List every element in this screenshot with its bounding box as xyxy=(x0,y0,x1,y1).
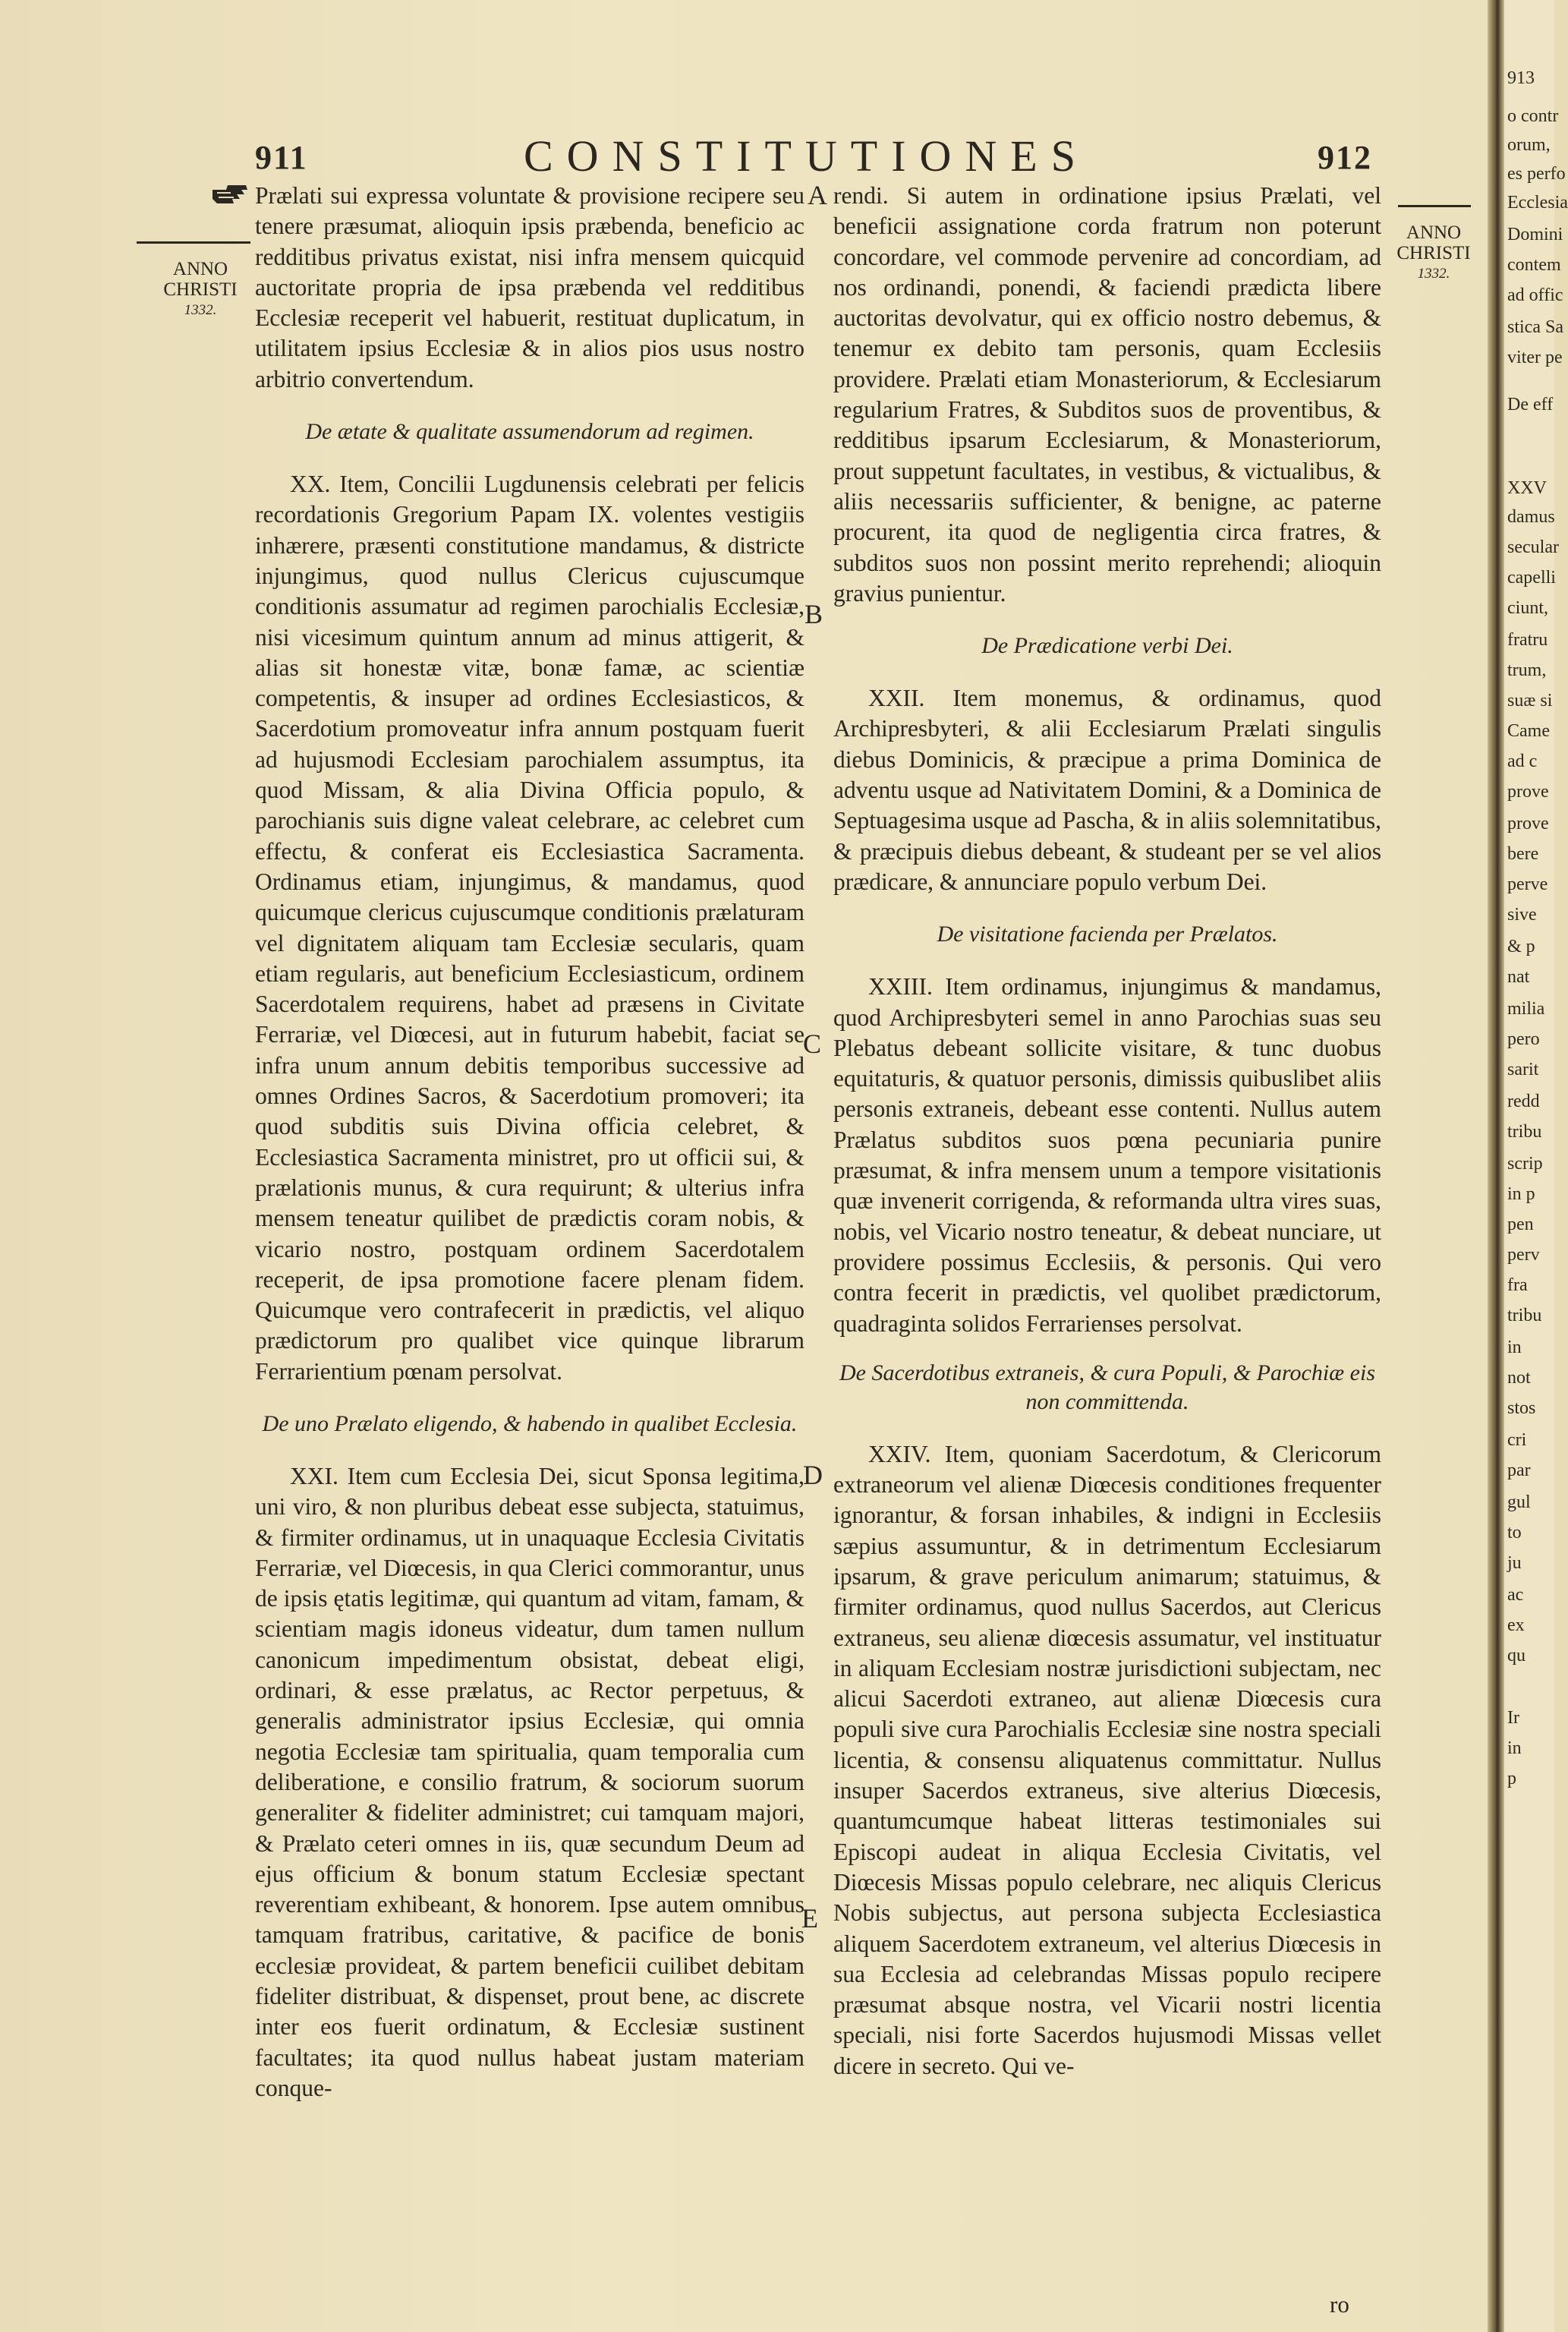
next-page-fragment: & p xyxy=(1507,937,1535,956)
margin-anno: ANNO xyxy=(1406,222,1462,243)
next-page-fragment: trum, xyxy=(1507,660,1547,680)
next-page-fragment: orum, xyxy=(1507,135,1551,155)
next-page-fragment: not xyxy=(1507,1368,1531,1388)
next-page-fragment: perv xyxy=(1507,1245,1540,1265)
margin-year: 1332. xyxy=(184,302,217,318)
next-page-fragment: scrip xyxy=(1507,1154,1543,1174)
section-letter-b: B xyxy=(804,599,823,629)
catchword: ro xyxy=(1330,2291,1349,2318)
margin-christi: CHRISTI xyxy=(1396,243,1471,263)
page-header xyxy=(0,131,1488,184)
section-heading: De Sacerdotibus extraneis, & cura Populi, & Parochiæ eis non committenda. xyxy=(839,1360,1375,1414)
next-page-fragment: Domini xyxy=(1507,225,1563,244)
section-letter-d: D xyxy=(803,1460,823,1490)
margin-rule xyxy=(1398,205,1471,207)
next-page-fragment: pen xyxy=(1507,1215,1534,1234)
page-number-right: 912 xyxy=(1318,139,1372,176)
next-page-fragment: es perfo xyxy=(1507,164,1566,184)
next-page-fragment: Came xyxy=(1507,721,1550,741)
next-page-fragment: pero xyxy=(1507,1029,1540,1049)
pointing-hand-icon xyxy=(211,182,249,208)
next-page-fragment: De eff xyxy=(1507,395,1554,414)
next-page-fragment: milia xyxy=(1507,999,1545,1019)
section-letter-c: C xyxy=(803,1029,822,1059)
right-column xyxy=(833,181,1381,2081)
next-page-edge xyxy=(1504,0,1568,2332)
next-page-fragment: fratru xyxy=(1507,630,1548,650)
page-number-left: 911 xyxy=(255,139,308,176)
next-page-fragment: par xyxy=(1507,1461,1531,1480)
next-page-fragment: o contr xyxy=(1507,106,1559,126)
next-page-fragment: Ir xyxy=(1507,1708,1519,1728)
next-page-fragment: nat xyxy=(1507,967,1530,987)
left-column xyxy=(255,181,804,2104)
paragraph: XXI. Item cum Ecclesia Dei, sicut Sponsa legitima, uni viro, & non pluribus debeat esse subjecta, statuimus, & firmiter ordinamus, ut in unaquaque Ecclesia Civitatis Ferrariæ, vel Diœcesis, in qua Clerici commorantur, unus de ipsis ętatis legitimæ, qui quantum ad vitam, famam, & scientiam magis idoneus videatur, dum tamen nullum canonicum impedimentum obsistat, debeat eligi, ordinari, & esse prælatus, ac Rector perpetuus, & generalis administrator ipsius Ecclesiæ, qui omnia negotia Ecclesiæ tam spiritualia, quam temporalia cum deliberatione, e consilio fratrum, & sociorum suorum generaliter & fideliter administret; cui tamquam majori, & Prælato ceteri omnes in iis, quæ secundum Deum ad ejus officium & bonum statum Ecclesiæ spectant reverentiam exhibeant, & honorem. Ipse autem omnibus tamquam fratribus, caritative, & pacifice de bonis ecclesiæ provideat, & partem beneficii cuilibet debitam fideliter distribuat, & dispenset, prout bene, ac discrete inter eos fuerit ordinatum, & Ecclesiæ sustinent facultates; ita quod nullus habeat justam materiam conque- xyxy=(255,1462,804,2101)
next-page-fragment: perve xyxy=(1507,874,1548,894)
section-letter-e: E xyxy=(801,1903,818,1933)
next-page-fragment: stos xyxy=(1507,1398,1536,1418)
next-page-fragment: p xyxy=(1507,1769,1516,1788)
next-page-fragment: in p xyxy=(1507,1184,1535,1204)
next-page-fragment: redd xyxy=(1507,1092,1540,1111)
paragraph: rendi. Si autem in ordinatione ipsius Prælati, vel beneficii assignatione corda fratrum non poterunt concordare, vel commode pervenire ad concordiam, ad nos ordinandi, ponendi, & faciendi prædicta libere auctoritas devolvatur, qui ex officio nostro debemus, & tenemur ex debito tam personis, quam Ecclesiis providere. Prælati etiam Monasteriorum, & Ecclesiarum regularium Fratres, & Subditos suos de proventibus, & redditibus ipsarum Ecclesiarum, & Monasteriorum, prout suppetunt facultates, in vestibus, & victualibus, & aliis necessariis sufficienter, & benigne, ac paterne procurent, ita quod de negligentia circa fratres, & subditos suos non possint merito reprehendi; alioquin gravius punientur. xyxy=(833,182,1381,607)
margin-note-right xyxy=(1392,205,1475,284)
next-page-fragment: qu xyxy=(1507,1646,1525,1665)
next-page-fragment: 913 xyxy=(1507,68,1535,88)
next-page-fragment: prove xyxy=(1507,814,1549,834)
paragraph: Prælati sui expressa voluntate & provisione recipere seu tenere præsumat, alioquin ipsis præbenda, beneficio ac redditibus privatus existat, nisi infra mensem quicquid auctoritate propria de ipsa præbenda vel redditibus Ecclesiæ receperit vel habuerit, restituat duplicatum, in utilitatem ipsius Ecclesiæ & in alios pios usus nostro arbitrio convertendum. xyxy=(255,182,804,392)
section-heading: De Prædicatione verbi Dei. xyxy=(981,633,1233,659)
section-heading: De ætate & qualitate assumendorum ad regimen. xyxy=(305,419,754,445)
next-page-fragment: cri xyxy=(1507,1430,1527,1450)
margin-rule xyxy=(137,241,250,244)
paragraph: XXIII. Item ordinamus, injungimus & mandamus, quod Archipresbyteri semel in anno Parochias suas seu Plebatus debeant sollicite visitare, & tunc duobus equitaturis, & quatuor personis, dimissis quibuslibet aliis personis extraneis, debeant esse contenti. Nullus autem Prælatus subditos suos pœna pecuniaria punire præsumat, & infra mensem unum a tempore visitationis quæ invenerit corrigenda, & reformanda ultra vires suas, nobis, vel Vicario nostro teneatur, & debeat nunciare, ut providere possimus Ecclesiis, & personis. Qui vero contra fecerit in prædictis, vel quolibet prædictorum, quadraginta solidos Ferrarienses persolvat. xyxy=(833,973,1381,1337)
next-page-fragment: sarit xyxy=(1507,1060,1539,1079)
next-page-fragment: prove xyxy=(1507,782,1549,802)
paragraph: XX. Item, Concilii Lugdunensis celebrati per felicis recordationis Gregorium Papam IX. volentes vestigiis inhærere, præsenti constitutione mandamus, & districte injungimus, quod nullus Clericus cujuscumque conditionis assumatur ad regimen parochialis Ecclesiæ, nisi vicesimum quintum annum ad minus attigerit, & alias sit honestæ vitæ, bonæ famæ, ac scientiæ competentis, & insuper ad ordines Ecclesiasticos, & Sacerdotium promoveatur infra annum postquam fuerit ad hujusmodi Ecclesiam parochialem assumptus, ita quod Missam, & alia Divina Officia populo, & parochianis suis digne valeat celebrare, ac celebret cum effectu, & conferat eis Ecclesiastica Sacramenta. Ordinamus etiam, injungimus, & mandamus, quod quicumque clericus cujuscumque conditionis prælaturam vel dignitatem aliquam tam Ecclesiæ secularis, quam etiam regularis, aut beneficium Ecclesiasticum, ordinem Sacerdotalem requirens, habet ad præsens in Civitate Ferrariæ, vel Diœcesi, aut in futurum habebit, faciat se infra unum annum debitis temporibus successive ad omnes Ordines Sacros, & Sacerdotium promoveri; ita quod subditis suis Divina officia celebret, & Ecclesiastica Sacramenta ministret, pro ut officii sui, & prælationis munus, & cura requirunt; & ulterius infra mensem teneatur quilibet de prædictis coram nobis, & vicario nostro, postquam ordinem Sacerdotalem receperit, de ipsa promotione facere plenam fidem. Quicumque vero contrafecerit in prædictis, vel aliquo prædictorum pro qualibet vice quinque librarum Ferrarientium pœnam persolvat. xyxy=(255,471,804,1385)
next-page-fragment: ad offic xyxy=(1507,285,1563,305)
next-page-fragment: stica Sa xyxy=(1507,317,1563,337)
next-page-fragment: Ecclesia xyxy=(1507,193,1568,213)
next-page-fragment: in xyxy=(1507,1738,1522,1758)
paragraph: XXIV. Item, quoniam Sacerdotum, & Clericorum extraneorum vel alienæ Diœcesis conditiones frequenter ignorantur, & forsan inhabiles, & indigni in Ecclesiis sæpius assumuntur, & in detrimentum Ecclesiarum ipsarum, & grave periculum animarum; statuimus, & firmiter ordinamus, quod nullus Sacerdos, aut Clericus extraneus, seu alienæ diœcesis assumatur, vel instituatur in aliquam Ecclesiam nostræ jurisdictioni subjectam, nec alicui Sacerdoti extraneo, aut alienæ Diœcesis cura populi sive cura Parochialis Ecclesiæ sine nostra speciali licentia, & consensu aliquatenus committatur. Nullus insuper Sacerdos extraneus, sive alterius Diœcesis, quantumcumque habeat litteras testimoniales sui Episcopi audeat in aliqua Ecclesia Civitatis, vel Diœcesis Missas populo celebrare, nec aliquis Clericus Nobis subjectus, aut persona subjecta Ecclesiastica aliquem Sacerdotem extraneum, vel alterius Diœcesis in sua Ecclesia ad celebrandas Missas populo recipere præsumat absque nostra, vel Vicarii nostri licentia speciali, nisi forte Sacerdos hujusmodi Missas vellet dicere in secreto. Qui ve- xyxy=(833,1440,1381,2079)
next-page-fragment: ad c xyxy=(1507,752,1538,771)
next-page-fragment: ju xyxy=(1507,1553,1522,1573)
next-page-fragment: bere xyxy=(1507,844,1539,864)
next-page-fragment: XXV xyxy=(1507,478,1547,498)
section-heading: De uno Prælato eligendo, & habendo in qualibet Ecclesia. xyxy=(262,1410,798,1436)
margin-year: 1332. xyxy=(1417,266,1450,282)
paragraph: XXII. Item monemus, & ordinamus, quod Archipresbyteri, & alii Ecclesiarum Prælati singulis diebus Dominicis, & præcipue a prima Dominica de adventu usque ad Nativitatem Domini, & a Dominica de Septuagesima usque ad Pascha, & in aliis solemnitatibus, & præcipuis diebus debeant, & studeant per se vel alios prædicare, & annunciare populo verbum Dei. xyxy=(833,685,1381,895)
section-heading: De visitatione facienda per Prælatos. xyxy=(937,922,1278,947)
next-page-fragment: ciunt, xyxy=(1507,598,1548,618)
next-page-fragment: suæ si xyxy=(1507,691,1553,711)
next-page-fragment: contem xyxy=(1507,255,1561,275)
next-page-fragment: tribu xyxy=(1507,1306,1542,1325)
next-page-fragment: capelli xyxy=(1507,568,1556,588)
next-page-fragment: to xyxy=(1507,1523,1522,1543)
section-letter-a: A xyxy=(808,180,827,210)
running-title: CONSTITUTIONES xyxy=(524,131,1089,181)
book-gutter xyxy=(1488,0,1504,2332)
next-page-fragment: damus xyxy=(1507,507,1555,527)
margin-christi: CHRISTI xyxy=(163,279,238,300)
next-page-fragment: ac xyxy=(1507,1585,1524,1605)
next-page-fragment: tribu xyxy=(1507,1122,1542,1142)
next-page-fragment: ex xyxy=(1507,1615,1525,1635)
next-page-fragment: in xyxy=(1507,1338,1522,1357)
next-page-fragment: viter pe xyxy=(1507,348,1563,367)
next-page-fragment: sive xyxy=(1507,905,1537,925)
margin-anno: ANNO xyxy=(172,259,228,279)
next-page-fragment: fra xyxy=(1507,1275,1528,1295)
next-page-fragment: gul xyxy=(1507,1492,1531,1512)
next-page-fragment: secular xyxy=(1507,537,1559,557)
margin-note-left xyxy=(159,241,241,320)
